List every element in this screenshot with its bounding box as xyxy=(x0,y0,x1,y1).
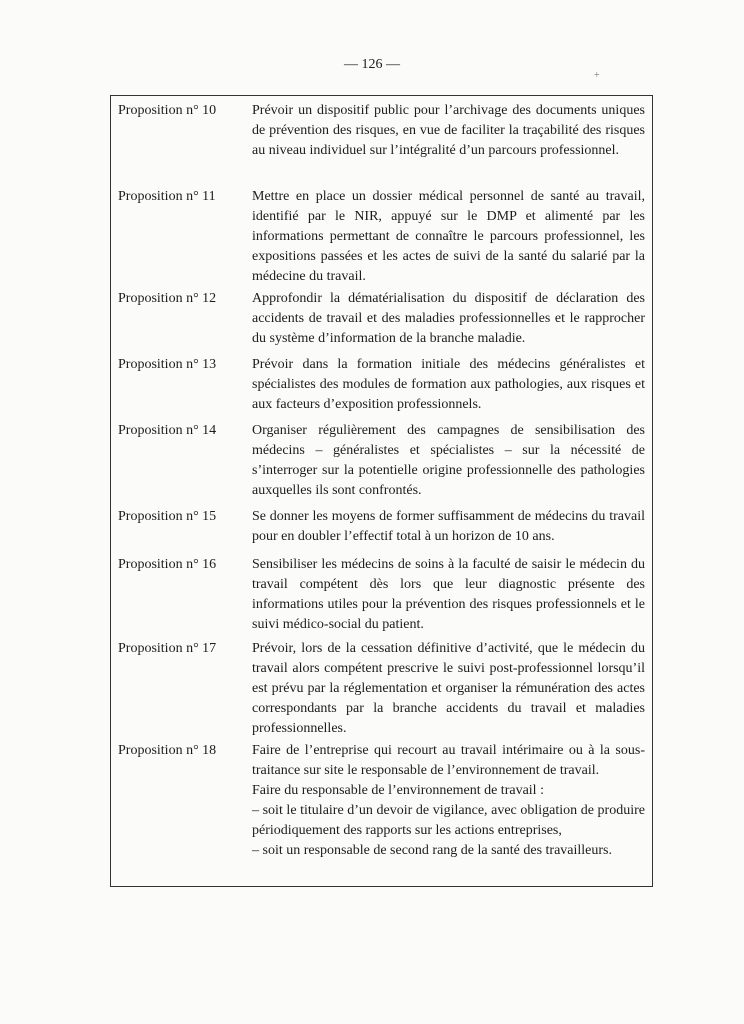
proposal-text xyxy=(252,421,645,501)
proposal-text xyxy=(252,507,645,547)
proposal-label: Proposition n° 16 xyxy=(118,557,217,572)
proposal-paragraph: Faire du responsable de l’environnement de travail : xyxy=(252,783,544,798)
proposal-paragraph: Prévoir dans la formation initiale des médecins généralistes et spécialistes des modules de formation aux pathologies, aux risques et aux facteurs d’exposition professionnels. xyxy=(252,357,645,412)
proposal-label: Proposition n° 11 xyxy=(118,189,216,204)
proposal-paragraph: – soit un responsable de second rang de la santé des travailleurs. xyxy=(252,843,613,858)
proposals-table xyxy=(110,95,653,887)
proposal-label: Proposition n° 15 xyxy=(118,509,217,524)
proposal-label: Proposition n° 10 xyxy=(118,103,217,118)
proposal-text xyxy=(252,187,645,287)
proposal-paragraph: – soit le titulaire d’un devoir de vigilance, avec obligation de produire périodiquement des rapports sur les actions entreprises, xyxy=(252,803,645,838)
proposal-label: Proposition n° 12 xyxy=(118,291,217,306)
page-number: — 126 — xyxy=(344,57,400,72)
proposal-paragraph: Se donner les moyens de former suffisamment de médecins du travail pour en doubler l’effectif total à un horizon de 10 ans. xyxy=(252,509,645,544)
proposal-text xyxy=(252,555,645,635)
proposal-paragraph: Faire de l’entreprise qui recourt au travail intérimaire ou à la sous-traitance sur site le responsable de l’environnement de travail. xyxy=(252,743,645,778)
proposal-label: Proposition n° 18 xyxy=(118,743,217,758)
proposal-label: Proposition n° 14 xyxy=(118,423,217,438)
proposal-paragraph: Prévoir un dispositif public pour l’archivage des documents uniques de prévention des risques, en vue de faciliter la traçabilité des risques au niveau individuel sur l’intégralité d’un parcours professionnel. xyxy=(252,103,645,158)
corner-mark: + xyxy=(594,70,600,81)
proposal-text xyxy=(252,639,645,739)
proposal-text xyxy=(252,289,645,349)
proposal-label: Proposition n° 17 xyxy=(118,641,217,656)
proposal-paragraph: Mettre en place un dossier médical personnel de santé au travail, identifié par le NIR, appuyé sur le DMP et alimenté par les informations permettant de connaître le parcours professionnel, les expositions passées et les actes de suivi de la santé du salarié par la médecine du travail. xyxy=(252,189,645,284)
proposal-text xyxy=(252,355,645,415)
proposal-paragraph: Prévoir, lors de la cessation définitive d’activité, que le médecin du travail alors compétent prescrive le suivi post-professionnel lorsqu’il est prévu par la réglementation et organiser la rémunération des actes correspondants par la branche accidents du travail et maladies professionnelles. xyxy=(252,641,645,736)
proposal-paragraph: Approfondir la dématérialisation du dispositif de déclaration des accidents de travail et des maladies professionnelles et le rapprocher du système d’information de la branche maladie. xyxy=(252,291,645,346)
proposal-paragraph: Organiser régulièrement des campagnes de sensibilisation des médecins – généralistes et spécialistes – sur la nécessité de s’interroger sur la potentielle origine professionnelle des pathologies auxquelles ils sont confrontés. xyxy=(252,423,645,498)
proposal-text xyxy=(252,101,645,161)
proposal-text xyxy=(252,741,645,861)
proposal-paragraph: Sensibiliser les médecins de soins à la faculté de saisir le médecin du travail compétent dès lors que leur diagnostic présente des informations utiles pour la prévention des risques professionnels et le suivi médico-social du patient. xyxy=(252,557,645,632)
proposal-label: Proposition n° 13 xyxy=(118,357,217,372)
